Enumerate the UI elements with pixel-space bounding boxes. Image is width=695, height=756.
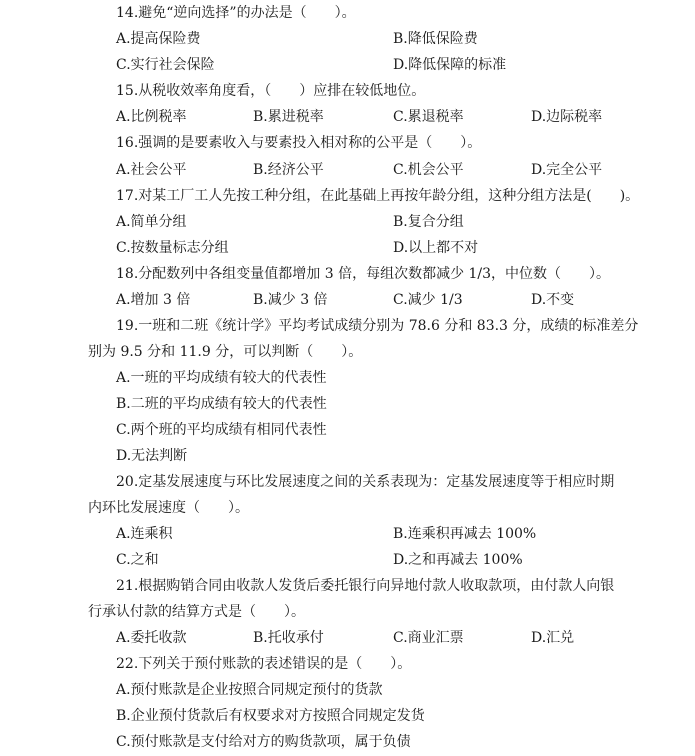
question-20-choice-a: A.连乘积 — [116, 526, 173, 542]
question-21-choice-a: A.委托收款 — [116, 630, 187, 646]
question-14-choice-a: A.提高保险费 — [116, 31, 201, 47]
question-22-stem: 22.下列关于预付账款的表述错误的是（ ）。 — [116, 656, 412, 672]
question-16-stem: 16.强调的是要素收入与要素投入相对称的公平是（ ）。 — [116, 135, 482, 151]
question-22-choice-b: B.企业预付货款后有权要求对方按照合同规定发货 — [116, 708, 425, 724]
question-22-choice-c: C.预付账款是支付给对方的购货款项，属于负债 — [116, 734, 411, 750]
question-21-choice-b: B.托收承付 — [253, 630, 324, 646]
question-18-choice-b: B.减少 3 倍 — [253, 292, 328, 308]
question-14-stem: 14.避免“逆向选择”的办法是（ ）。 — [116, 5, 356, 21]
question-16-choice-d: D.完全公平 — [531, 162, 603, 178]
question-16-choice-c: C.机会公平 — [393, 162, 464, 178]
question-14-choice-b: B.降低保险费 — [393, 31, 478, 47]
question-21-stem-line1: 21.根据购销合同由收款人发货后委托银行向异地付款人收取款项，由付款人向银 — [116, 578, 615, 594]
question-17-choice-a: A.简单分组 — [116, 214, 187, 230]
question-19-stem-line2: 别为 9.5 分和 11.9 分，可以判断（ ）。 — [88, 344, 363, 360]
question-18-stem: 18.分配数列中各组变量值都增加 3 倍，每组次数都减少 1/3，中位数（ ）。 — [116, 266, 611, 282]
question-19-choice-b: B.二班的平均成绩有较大的代表性 — [116, 396, 327, 412]
question-17-choice-b: B.复合分组 — [393, 214, 464, 230]
question-16-choice-a: A.社会公平 — [116, 162, 187, 178]
question-19-choice-c: C.两个班的平均成绩有相同代表性 — [116, 422, 327, 438]
question-19-choice-d: D.无法判断 — [116, 448, 188, 464]
question-15-choice-d: D.边际税率 — [531, 109, 603, 125]
question-19-choice-a: A.一班的平均成绩有较大的代表性 — [116, 370, 327, 386]
question-17-choice-d: D.以上都不对 — [393, 240, 479, 256]
question-21-choice-d: D.汇兑 — [531, 630, 575, 646]
question-21-choice-c: C.商业汇票 — [393, 630, 464, 646]
question-21-stem-line2: 行承认付款的结算方式是（ ）。 — [88, 604, 305, 620]
question-14-choice-c: C.实行社会保险 — [116, 57, 215, 73]
question-17-choice-c: C.按数量标志分组 — [116, 240, 229, 256]
question-20-choice-b: B.连乘积再减去 100% — [393, 526, 537, 542]
question-15-choice-b: B.累进税率 — [253, 109, 324, 125]
question-19-stem-line1: 19.一班和二班《统计学》平均考试成绩分别为 78.6 分和 83.3 分，成绩的标准差分 — [116, 318, 639, 334]
question-15-stem: 15.从税收效率角度看，（ ）应排在较低地位。 — [116, 83, 426, 99]
question-15-choice-a: A.比例税率 — [116, 109, 187, 125]
question-20-choice-d: D.之和再减去 100% — [393, 552, 523, 568]
question-20-stem-line1: 20.定基发展速度与环比发展速度之间的关系表现为：定基发展速度等于相应时期 — [116, 474, 615, 490]
question-22-choice-a: A.预付账款是企业按照合同规定预付的货款 — [116, 682, 383, 698]
question-20-choice-c: C.之和 — [116, 552, 159, 568]
question-18-choice-a: A.增加 3 倍 — [116, 292, 191, 308]
question-20-stem-line2: 内环比发展速度（ ）。 — [88, 500, 249, 516]
question-14-choice-d: D.降低保障的标准 — [393, 57, 507, 73]
question-18-choice-c: C.减少 1/3 — [393, 292, 463, 308]
question-18-choice-d: D.不变 — [531, 292, 575, 308]
question-17-stem: 17.对某工厂工人先按工种分组，在此基础上再按年龄分组，这种分组方法是( )。 — [116, 188, 640, 204]
question-15-choice-c: C.累退税率 — [393, 109, 464, 125]
question-16-choice-b: B.经济公平 — [253, 162, 324, 178]
